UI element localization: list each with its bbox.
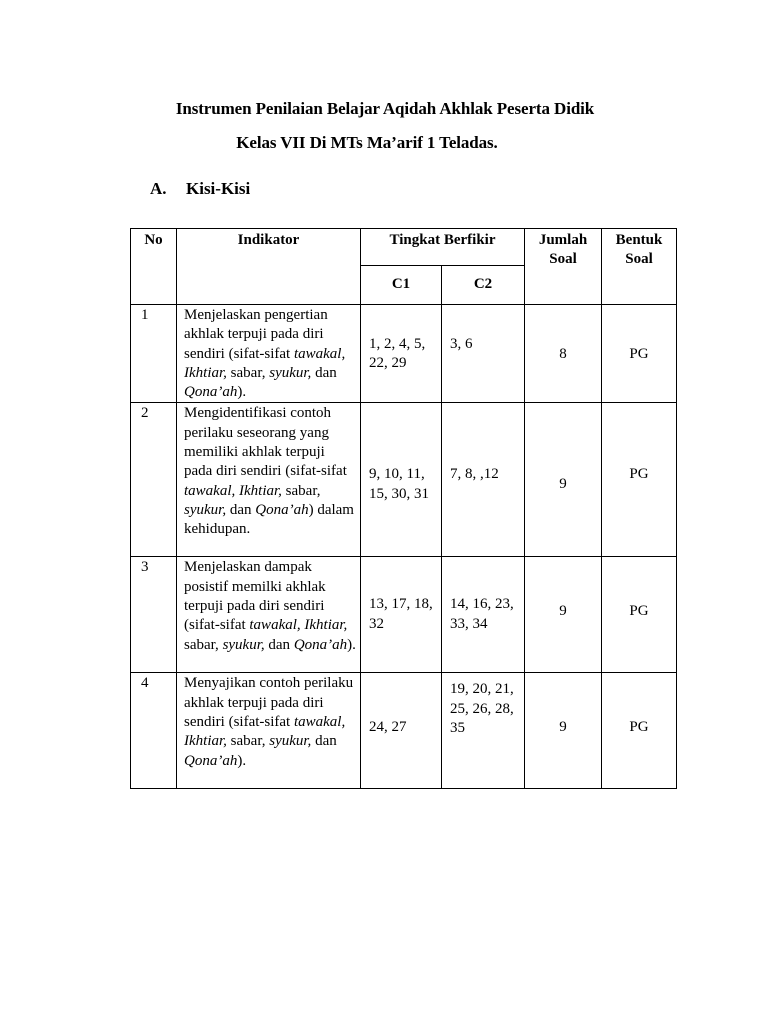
- indikator-text: tawakal, Ikhtiar,: [184, 345, 346, 381]
- indikator-text: ).: [237, 752, 247, 769]
- header-c2: C2: [442, 266, 525, 305]
- table-row: [131, 403, 677, 557]
- row-bentuk-soal: PG: [602, 305, 677, 403]
- header-tingkat-berfikir: Tingkat Berfikir: [361, 229, 525, 266]
- row-indikator: [177, 557, 361, 673]
- row-c1: 9, 10, 11, 15, 30, 31: [361, 403, 442, 557]
- indikator-text: ).: [347, 636, 356, 653]
- indikator-text: syukur,: [269, 364, 312, 381]
- header-row: [131, 229, 677, 266]
- row-jumlah-soal: 9: [525, 557, 602, 673]
- row-number: 2: [131, 403, 177, 557]
- indikator-text: tawakal, Ikhtiar,: [249, 617, 348, 634]
- header-c1: C1: [361, 266, 442, 305]
- table-body: [131, 305, 677, 789]
- row-c1: 1, 2, 4, 5, 22, 29: [361, 305, 442, 403]
- section-heading: [150, 179, 250, 199]
- row-c1: 13, 17, 18, 32: [361, 557, 442, 673]
- row-jumlah-soal: 9: [525, 403, 602, 557]
- row-number: 3: [131, 557, 177, 673]
- indikator-text: sabar,: [226, 364, 270, 381]
- section-title: Kisi-Kisi: [186, 179, 251, 198]
- row-bentuk-soal: PG: [602, 403, 677, 557]
- indikator-text: Qona’ah: [255, 501, 309, 518]
- row-c2: 7, 8, ,12: [442, 403, 525, 557]
- indikator-text: Menyajikan contoh perilaku akhlak terpuji pada diri sendiri (sifat-sifat: [184, 675, 354, 731]
- row-number: 1: [131, 305, 177, 403]
- table-row: [131, 305, 677, 403]
- indikator-text: tawakal, Ikhtiar,: [184, 482, 282, 499]
- indikator-text: syukur,: [222, 636, 265, 653]
- section-number: A.: [150, 179, 167, 198]
- row-indikator: [177, 305, 361, 403]
- indikator-text: Menjelaskan pengertian akhlak terpuji pada diri sendiri (sifat-sifat: [184, 307, 328, 362]
- row-jumlah-soal: 8: [525, 305, 602, 403]
- kisi-kisi-table: [130, 228, 677, 789]
- row-indikator: [177, 403, 361, 557]
- indikator-text: sabar,: [184, 636, 223, 653]
- document-title-line1: Instrumen Penilaian Belajar Aqidah Akhlak Peserta Didik: [175, 99, 595, 118]
- indikator-text: ).: [237, 384, 247, 401]
- indikator-text: Qona’ah: [184, 384, 238, 401]
- header-no: No: [131, 229, 177, 305]
- row-c1: 24, 27: [361, 673, 442, 789]
- indikator-text: Qona’ah: [293, 636, 348, 653]
- row-c2: 3, 6: [442, 305, 525, 403]
- indikator-text: dan: [311, 364, 337, 381]
- indikator-text: dan: [311, 733, 337, 750]
- indikator-text: syukur,: [184, 501, 227, 518]
- indikator-text: Menjelaskan dampak posistif memilki akhlak terpuji pada diri sendiri (sifat-sifat: [184, 559, 326, 634]
- header-bentuk-soal: Bentuk Soal: [602, 229, 677, 305]
- row-indikator: [177, 673, 361, 789]
- row-bentuk-soal: PG: [602, 673, 677, 789]
- header-indikator: Indikator: [177, 229, 361, 305]
- header-jumlah-soal: Jumlah Soal: [525, 229, 602, 305]
- document-title-line2: Kelas VII Di MTs Ma’arif 1 Teladas.: [236, 133, 498, 152]
- row-number: 4: [131, 673, 177, 789]
- indikator-text: syukur,: [269, 733, 312, 750]
- indikator-text: dan: [264, 636, 294, 653]
- row-c2: 14, 16, 23, 33, 34: [442, 557, 525, 673]
- indikator-text: Qona’ah: [184, 752, 238, 769]
- indikator-text: ) dalam kehidupan.: [184, 501, 354, 538]
- row-bentuk-soal: PG: [602, 557, 677, 673]
- indikator-text: tawakal, Ikhtiar,: [184, 714, 346, 750]
- indikator-text: Mengidentifikasi contoh perilaku seseorang yang memiliki akhlak terpuji pada diri sendiri (sifat-sifat: [184, 405, 347, 480]
- indikator-text: sabar,: [226, 733, 270, 750]
- table-row: [131, 557, 677, 673]
- row-jumlah-soal: 9: [525, 673, 602, 789]
- table-row: [131, 673, 677, 789]
- indikator-text: sabar,: [281, 482, 321, 499]
- row-c2: 19, 20, 21, 25, 26, 28, 35: [442, 673, 525, 789]
- indikator-text: dan: [226, 501, 256, 518]
